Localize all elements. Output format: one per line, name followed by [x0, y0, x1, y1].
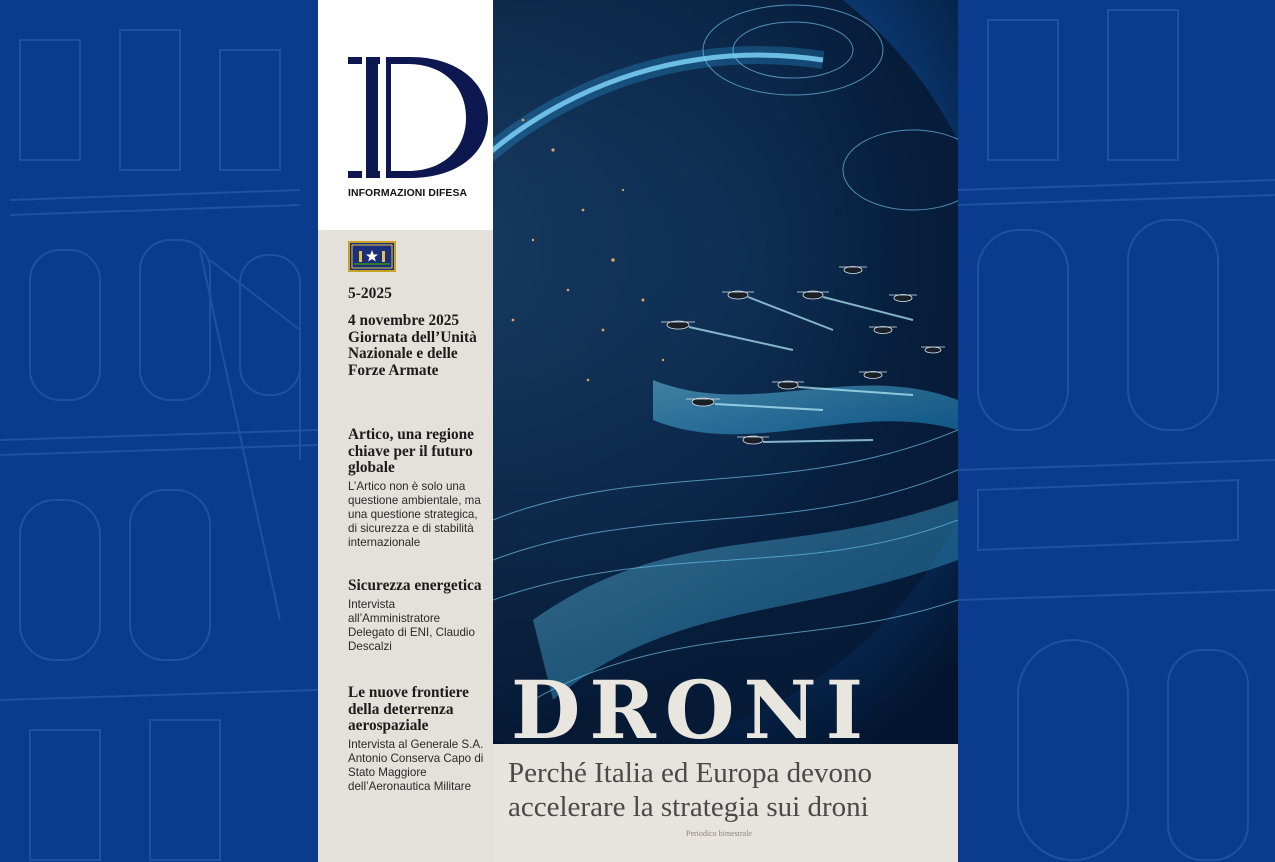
article-title: Le nuove frontiere della deterrenza aerospaziale — [348, 684, 469, 734]
contents-sidebar — [318, 230, 493, 862]
article-teaser — [348, 685, 488, 794]
issue-number: 5-2025 — [348, 285, 392, 302]
article-description: Intervista all’Amministratore Delegato di ENI, Claudio Descalzi — [348, 597, 475, 654]
article-title: Artico, una regione chiave per il futuro globale — [348, 426, 474, 476]
earth-globe-with-drones-illustration — [493, 0, 958, 744]
logo-d-icon — [348, 55, 488, 180]
background-building-right — [958, 0, 1275, 862]
article-teaser — [348, 427, 488, 551]
background-building-left — [0, 0, 318, 862]
cover-subheadline: Perché Italia ed Europa devono accelerare la strategia sui droni — [508, 757, 872, 823]
article-teaser — [348, 578, 488, 654]
periodicity-note: Periodico bimestrale — [686, 829, 752, 838]
article-description: L’Artico non è solo una questione ambientale, ma una questione strategica, di sicurezza e di stabilità internazionale — [348, 479, 481, 550]
article-title: 4 novembre 2025 Giornata dell’Unità Nazionale e delle Forze Armate — [348, 312, 477, 379]
hero-image — [493, 0, 958, 744]
magazine-cover — [318, 0, 958, 862]
masthead — [318, 0, 493, 230]
defense-staff-flag-icon — [348, 241, 396, 272]
logo-caption: INFORMAZIONI DIFESA — [348, 188, 468, 199]
article-teaser — [348, 313, 488, 379]
cover-headline: DRONI — [511, 663, 873, 757]
article-description: Intervista al Generale S.A. Antonio Conserva Capo di Stato Maggiore dell’Aeronautica Militare — [348, 737, 484, 794]
article-title: Sicurezza energetica — [348, 577, 482, 594]
